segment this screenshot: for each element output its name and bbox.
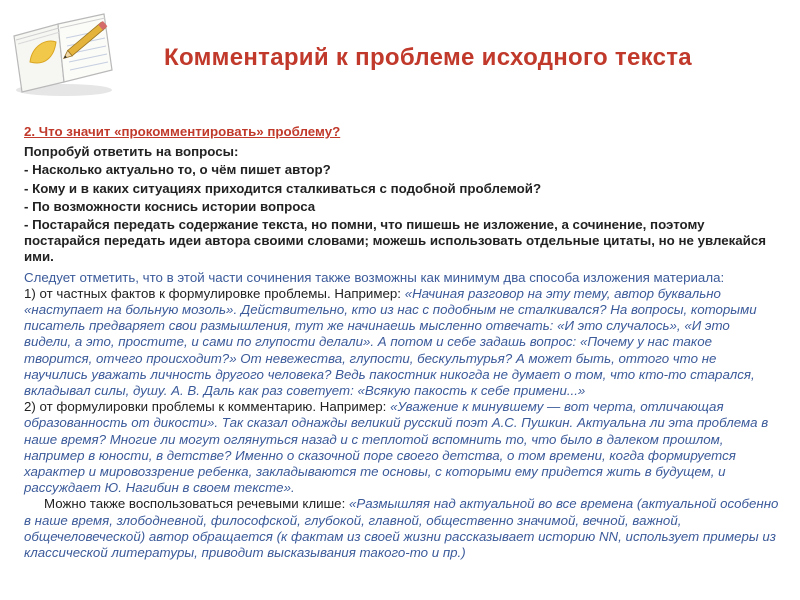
note-text: Следует отметить, что в этой части сочинения также возможны как минимум два способа изложения материала: (24, 269, 725, 285)
cliche-paragraph (24, 496, 780, 561)
cliche-lead: Можно также воспользоваться речевыми клише: (44, 496, 349, 512)
question-item: - Кому и в каких ситуациях приходится сталкиваться с подобной проблемой? (24, 180, 542, 196)
way-2-lead: 2) от формулировки проблемы к комментарию. Например: (24, 399, 391, 415)
way-1-lead: 1) от частных фактов к формулировке проблемы. Например: (24, 285, 405, 301)
section-heading: 2. Что значит «прокомментировать» проблему? (24, 124, 341, 139)
content-body (24, 124, 780, 561)
intro-text: Попробуй ответить на вопросы: (24, 144, 239, 160)
way-1-example: «Начиная разговор на эту тему, автор буквально «наступает на больную мозоль». Действительно, кто из нас с подобным не сталкивался? На вопросы, которыми писатель предваряет свои размышления, тут же начинаешь мысленно отвечать: «И это случалось», «И это видели, а это, простите, и сами по глупости делали». А потом и себе задашь вопрос: «Почему у нас такое творится, отчего происходит?» От невежества, глупости, бескультурья? А может быть, оттого что не научились уважать личность другого человека? Ведь пакостник никогда не думает о том, что кто-то старался, вкладывал силы, душу. А. В. Даль как раз советует: «Всякую пакость к себе примени...» (24, 285, 757, 399)
question-item: - Постарайся передать содержание текста, но помни, что пишешь не изложение, а сочинение, поэтому постарайся передать идеи автора своими словами; можешь использовать отдельные цитаты, но не увлекайся ими. (24, 217, 767, 265)
way-2-example: «Уважение к минувшему — вот черта, отличающая образованность от дикости». Так сказал однажды великий русский поэт А.С. Пушкин. Актуальна ли эта проблема в наше время? Многие ли могут оглянуться назад и с теплотой вспомнить то, что было в далеком прошлом, например в юности, в детстве? Именно о сказочной поре своего детства, о том времени, когда формируется характер и мировоззрение ребенка, закладываются те основы, с которыми ему придется жить в будущем, и рассуждает Ю. Нагибин в своем тексте». (24, 399, 769, 496)
question-item: - Насколько актуально то, о чём пишет автор? (24, 162, 331, 178)
open-book-pencil-icon (4, 2, 122, 100)
question-item: - По возможности коснись истории вопроса (24, 198, 316, 214)
page-title: Комментарий к проблеме исходного текста (164, 44, 692, 71)
way-2-paragraph (24, 399, 780, 496)
cliche-example: «Размышляя над актуальной во все времена (актуальной особенно в наше время, злободневной, философской, глубокой, главной, общественно значимой, вечной, важной, общечеловеческой) автор обращается (к фактам из своей жизни рассказывает историю NN, использует примеры из классической литературы, приводит высказывания такого-то и пр.) (24, 496, 779, 561)
way-1-paragraph (24, 286, 780, 399)
